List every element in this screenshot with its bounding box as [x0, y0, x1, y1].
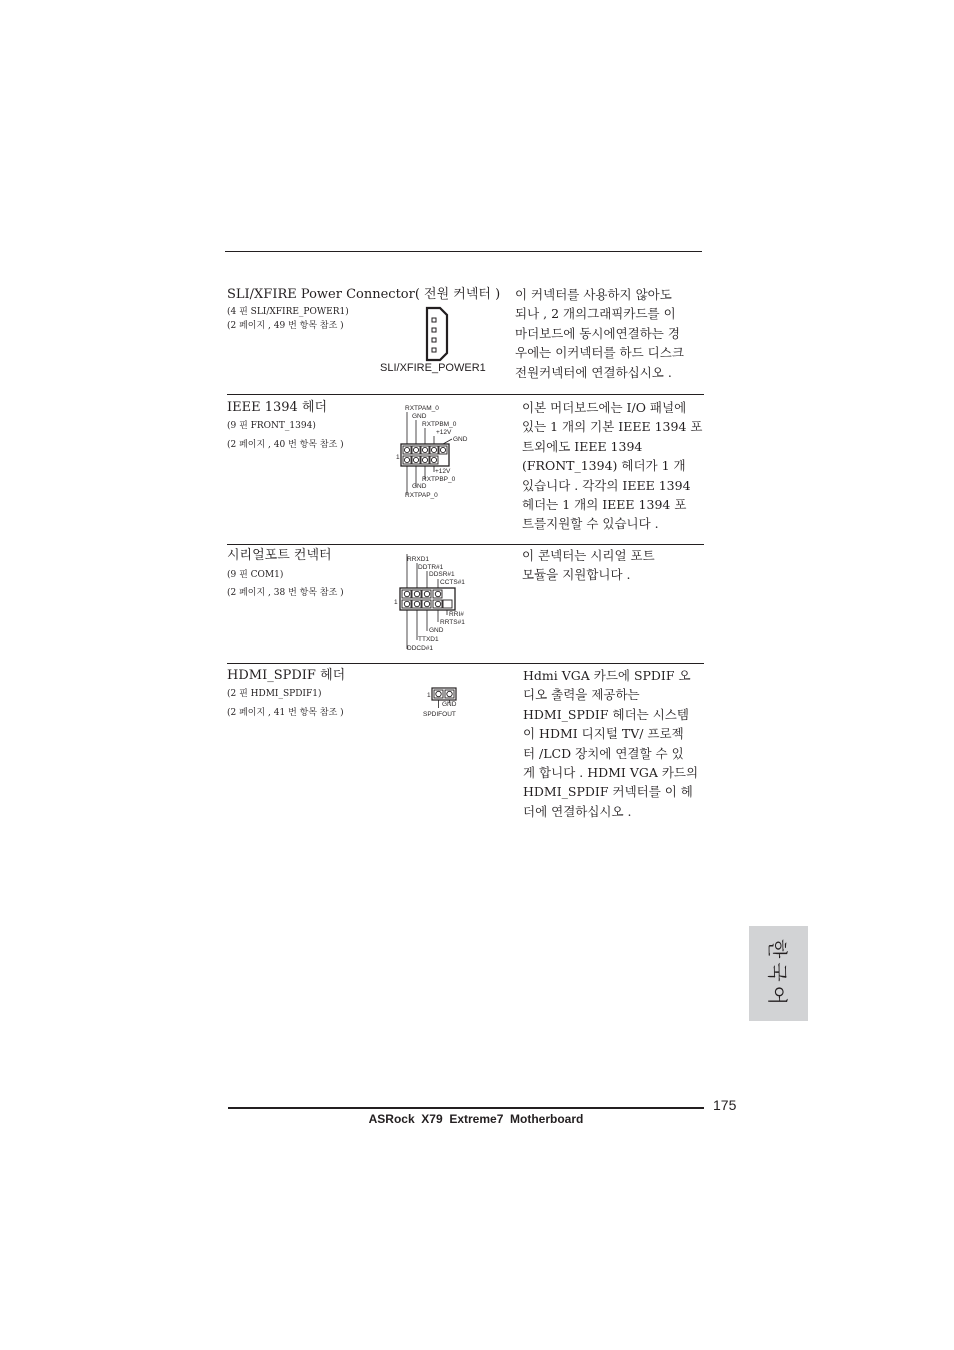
- pin-label: RRI#: [449, 611, 464, 618]
- pin-label: GND: [453, 436, 468, 443]
- language-side-tab: [749, 926, 808, 1021]
- pin-label: RRTS#1: [440, 619, 465, 626]
- desc-line: Hdmi VGA 카드에 SPDIF 오: [523, 668, 691, 683]
- top-rule: [225, 251, 702, 252]
- pin-label: DDTR#1: [418, 564, 444, 571]
- pin-label: SPDIFOUT: [423, 711, 456, 718]
- desc-line: 게 합니다 . HDMI VGA 카드의: [523, 765, 699, 781]
- svg-text:1: 1: [394, 599, 398, 606]
- section-divider: [227, 394, 704, 395]
- hdmi-title: HDMI_SPDIF 헤더: [227, 668, 346, 683]
- desc-line: 이 콘넥터는 시리얼 포트: [522, 548, 655, 563]
- desc-line: 이본 머더보드에는 I/O 패널에: [522, 400, 687, 415]
- desc-line: 마더보드에 동시에연결하는 경: [515, 325, 680, 341]
- desc-line: 있습니다 . 각각의 IEEE 1394: [522, 477, 691, 493]
- desc-line: 모듈을 지원합니다 .: [522, 567, 631, 583]
- desc-line: 되나 , 2 개의그래픽카드를 이: [515, 306, 676, 322]
- com-description: [522, 546, 655, 585]
- com-pins: (9 핀 COM1): [227, 570, 284, 580]
- pin-label: RXTPAM_0: [405, 405, 439, 412]
- com-title: 시리얼포트 컨넥터: [227, 548, 332, 563]
- desc-line: 이 HDMI 디지털 TV/ 프로젝: [523, 726, 684, 742]
- desc-line: 이 커넥터를 사용하지 않아도: [515, 287, 672, 302]
- pin-label: CCTS#1: [440, 579, 465, 586]
- hdmi-pins: (2 핀 HDMI_SPDIF1): [227, 689, 322, 699]
- hdmi-page-ref: (2 페이지 , 41 번 항목 참조 ): [227, 708, 344, 718]
- desc-line: HDMI_SPDIF 헤더는 시스템: [523, 706, 689, 722]
- page-number: 175: [713, 1097, 737, 1113]
- pin-label: GND: [412, 413, 427, 420]
- hdmi-spdif-diagram: [420, 686, 470, 720]
- desc-line: 트를지원할 수 있습니다 .: [522, 516, 659, 532]
- sli-diagram-caption: SLI/XFIRE_POWER1: [380, 362, 486, 374]
- section-divider: [227, 544, 704, 545]
- desc-line: 있는 1 개의 기본 IEEE 1394 포: [522, 419, 703, 435]
- desc-line: 전원커넥터에 연결하십시오 .: [515, 364, 672, 380]
- desc-line: HDMI_SPDIF 커넥터를 이 헤: [523, 784, 693, 800]
- desc-line: 우에는 이커넥터를 하드 디스크: [515, 345, 684, 361]
- ieee-page-ref: (2 페이지 , 40 번 항목 참조 ): [227, 440, 344, 450]
- svg-text:1: 1: [427, 692, 431, 699]
- pin-label: +12V: [436, 429, 452, 436]
- desc-line: 트외에도 IEEE 1394: [522, 438, 643, 454]
- com-page-ref: (2 페이지 , 38 번 항목 참조 ): [227, 588, 344, 598]
- pin-label: GND: [429, 627, 444, 634]
- sli-pins: (4 핀 SLI/XFIRE_POWER1): [227, 307, 349, 317]
- sli-description: [515, 285, 684, 382]
- sli-connector-diagram: [420, 306, 450, 362]
- footer-product-name: ASRock X79 Extreme7 Motherboard: [368, 1112, 584, 1126]
- pin-label: RXTPBM_0: [422, 421, 457, 428]
- pin-label: GND: [412, 483, 427, 490]
- pin-label: DDCD#1: [407, 645, 434, 652]
- ieee-title: IEEE 1394 헤더: [227, 400, 328, 415]
- desc-line: 디오 출력을 제공하는: [523, 687, 640, 703]
- svg-text:1: 1: [396, 454, 400, 461]
- pin-label: RXTPAP_0: [405, 492, 438, 499]
- pin-label: RXTPBP_0: [422, 476, 456, 483]
- ieee-header-diagram: [396, 402, 476, 502]
- pin-label: TTXD1: [418, 636, 439, 643]
- com-header-diagram: [394, 551, 479, 656]
- sli-page-ref: (2 페이지 , 49 번 항목 참조 ): [227, 321, 344, 331]
- language-label: 한국어: [765, 938, 789, 1009]
- desc-line: (FRONT_1394) 헤더가 1 개: [522, 458, 686, 474]
- desc-line: 더에 연결하십시오 .: [523, 803, 632, 819]
- pin-label: DDSR#1: [429, 571, 455, 578]
- pin-label: +12V: [435, 468, 451, 475]
- section-divider: [227, 663, 704, 664]
- footer-rule: [228, 1107, 704, 1109]
- pin-label: RRXD1: [407, 556, 430, 563]
- pin-label: GND: [442, 701, 457, 708]
- sli-title: SLI/XFIRE Power Connector( 전원 커넥터 ): [227, 287, 501, 302]
- ieee-description: [522, 398, 702, 534]
- hdmi-description: [523, 666, 698, 821]
- desc-line: 터 /LCD 장치에 연결할 수 있: [523, 745, 684, 761]
- desc-line: 헤더는 1 개의 IEEE 1394 포: [522, 497, 687, 513]
- ieee-pins: (9 핀 FRONT_1394): [227, 421, 316, 431]
